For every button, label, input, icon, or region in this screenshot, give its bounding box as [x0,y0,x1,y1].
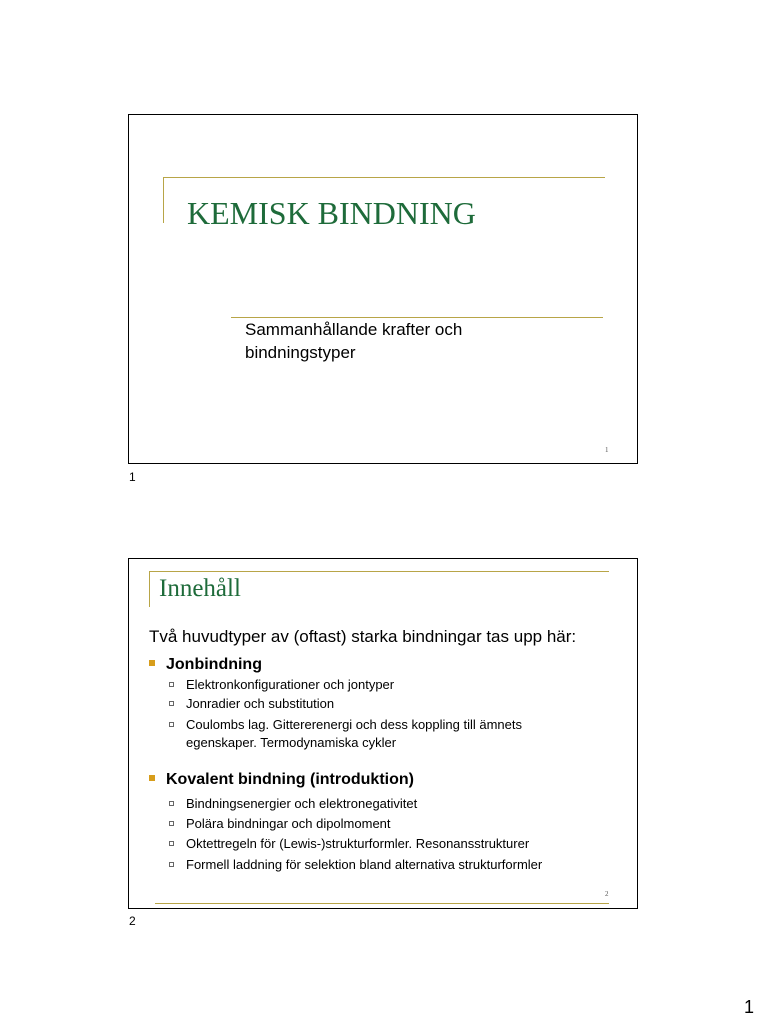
list-item: Jonradier och substitution [169,695,609,713]
hollow-square-bullet-icon [169,841,174,846]
title-top-rule [163,177,605,178]
square-bullet-icon [149,775,155,781]
slide-title: Innehåll [159,575,241,602]
slide-2-label: 2 [129,914,136,928]
hollow-square-bullet-icon [169,682,174,687]
page-number: 1 [743,997,754,1017]
slide-1 [128,114,638,464]
hollow-square-bullet-icon [169,862,174,867]
slide-number: 2 [605,890,609,898]
section-heading-jonbindning: Jonbindning [149,656,262,674]
hollow-square-bullet-icon [169,701,174,706]
list-item: Bindningsenergier och elektronegativitet [169,795,609,813]
slide-subtitle: Sammanhållande krafter och bindningstyper [245,320,463,362]
list-item: Polära bindningar och dipolmoment [169,815,609,833]
list-item: Formell laddning för selektion bland alternativa strukturformler [169,856,609,874]
title-left-rule [149,571,150,607]
hollow-square-bullet-icon [169,821,174,826]
hollow-square-bullet-icon [169,722,174,727]
title-top-rule [149,571,609,572]
slide-1-label: 1 [129,470,136,484]
slide-title: KEMISK BINDNING [187,195,476,231]
title-left-rule [163,177,164,223]
list-item: Coulombs lag. Gittererenergi och dess koppling till ämnets egenskaper. Termodynamiska cykler [169,716,609,752]
list-item: Oktettregeln för (Lewis-)strukturformler. Resonansstrukturer [169,835,609,853]
section-heading-kovalent: Kovalent bindning (introduktion) [149,771,414,789]
slide-number: 1 [605,446,609,454]
footer-rule [155,903,609,904]
square-bullet-icon [149,660,155,666]
slide-2 [128,558,638,909]
slide-intro: Två huvudtyper av (oftast) starka bindningar tas upp här: [149,627,577,646]
hollow-square-bullet-icon [169,801,174,806]
list-item: Elektronkonfigurationer och jontyper [169,676,609,694]
